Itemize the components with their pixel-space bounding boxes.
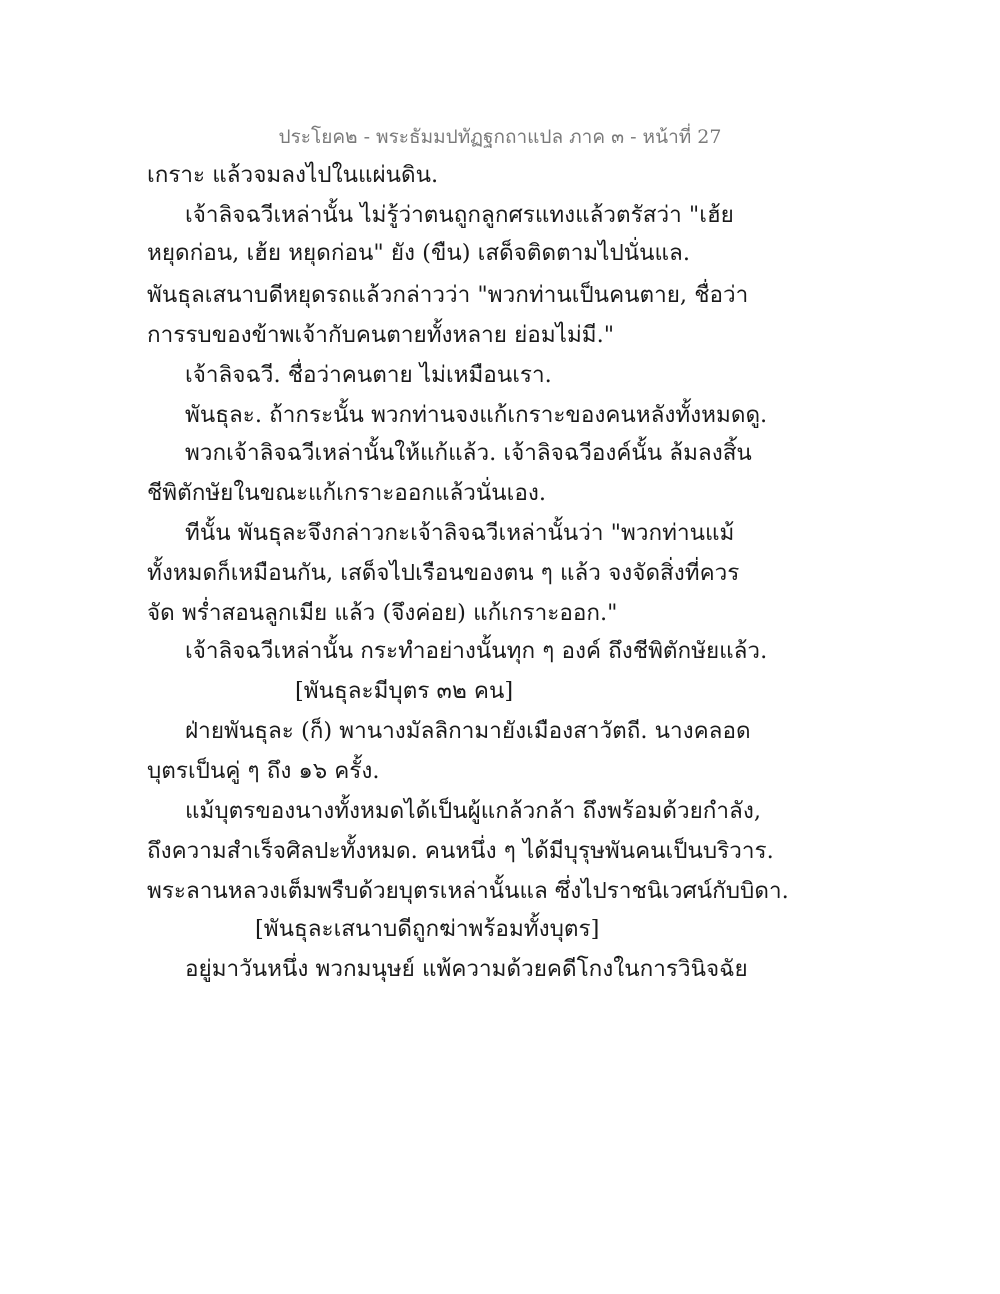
text-line-1: เกราะ แล้วจมลงไปในแผ่นดิน. [147, 162, 439, 188]
text-line-18: ถึงความสำเร็จศิลปะทั้งหมด. คนหนึ่ง ๆ ได้มีบุรุษพันคนเป็นบริวาร. [147, 838, 774, 864]
text-line-16: บุตรเป็นคู่ ๆ ถึง ๑๖ ครั้ง. [147, 758, 380, 784]
text-line-8: พวกเจ้าลิจฉวีเหล่านั้นให้แก้แล้ว. เจ้าลิจฉวีองค์นั้น ล้มลงสิ้น [185, 440, 752, 466]
text-line-15: ฝ่ายพันธุละ (ก็) พานางมัลลิกามายังเมืองสาวัตถี. นางคลอด [185, 718, 751, 744]
text-line-11: ทั้งหมดก็เหมือนกัน, เสด็จไปเรือนของตน ๆ แล้ว จงจัดสิ่งที่ควร [147, 560, 740, 586]
text-line-19: พระลานหลวงเต็มพรืบด้วยบุตรเหล่านั้นแล ซึ่งไปราชนิเวศน์กับบิดา. [147, 878, 789, 904]
text-line-7: พันธุละ. ถ้ากระนั้น พวกท่านจงแก้เกราะของคนหลังทั้งหมดดู. [185, 402, 768, 428]
text-line-17: แม้บุตรของนางทั้งหมดได้เป็นผู้แกล้วกล้า ถึงพร้อมด้วยกำลัง, [185, 798, 761, 824]
text-line-6: เจ้าลิจฉวี. ชื่อว่าคนตาย ไม่เหมือนเรา. [185, 362, 552, 388]
section-heading-sons: [พันธุละมีบุตร ๓๒ คน] [295, 678, 514, 704]
text-line-4: พันธุลเสนาบดีหยุดรถแล้วกล่าวว่า "พวกท่านเป็นคนตาย, ชื่อว่า [147, 282, 749, 308]
text-line-5: การรบของข้าพเจ้ากับคนตายทั้งหลาย ย่อมไม่มี." [147, 322, 615, 348]
text-line-13: เจ้าลิจฉวีเหล่านั้น กระทำอย่างนั้นทุก ๆ องค์ ถึงชีพิตักษัยแล้ว. [185, 638, 768, 664]
text-line-10: ทีนั้น พันธุละจึงกล่าวกะเจ้าลิจฉวีเหล่านั้นว่า "พวกท่านแม้ [185, 520, 735, 546]
text-line-3: หยุดก่อน, เฮ้ย หยุดก่อน" ยัง (ขืน) เสด็จติดตามไปนั่นแล. [147, 240, 690, 266]
running-header: ประโยค๒ - พระธัมมปทัฏฐกถาแปล ภาค ๓ - หน้าที่ 27 [278, 126, 722, 148]
text-line-9: ชีพิตักษัยในขณะแก้เกราะออกแล้วนั่นเอง. [147, 480, 546, 506]
section-heading-killed: [พันธุละเสนาบดีถูกฆ่าพร้อมทั้งบุตร] [255, 916, 600, 942]
text-line-12: จัด พร่ำสอนลูกเมีย แล้ว (จึงค่อย) แก้เกราะออก." [147, 600, 618, 626]
text-line-21: อยู่มาวันหนึ่ง พวกมนุษย์ แพ้ความด้วยคดีโกงในการวินิจฉัย [185, 956, 748, 982]
text-line-2: เจ้าลิจฉวีเหล่านั้น ไม่รู้ว่าตนถูกลูกศรแทงแล้วตรัสว่า "เฮ้ย [185, 202, 734, 228]
